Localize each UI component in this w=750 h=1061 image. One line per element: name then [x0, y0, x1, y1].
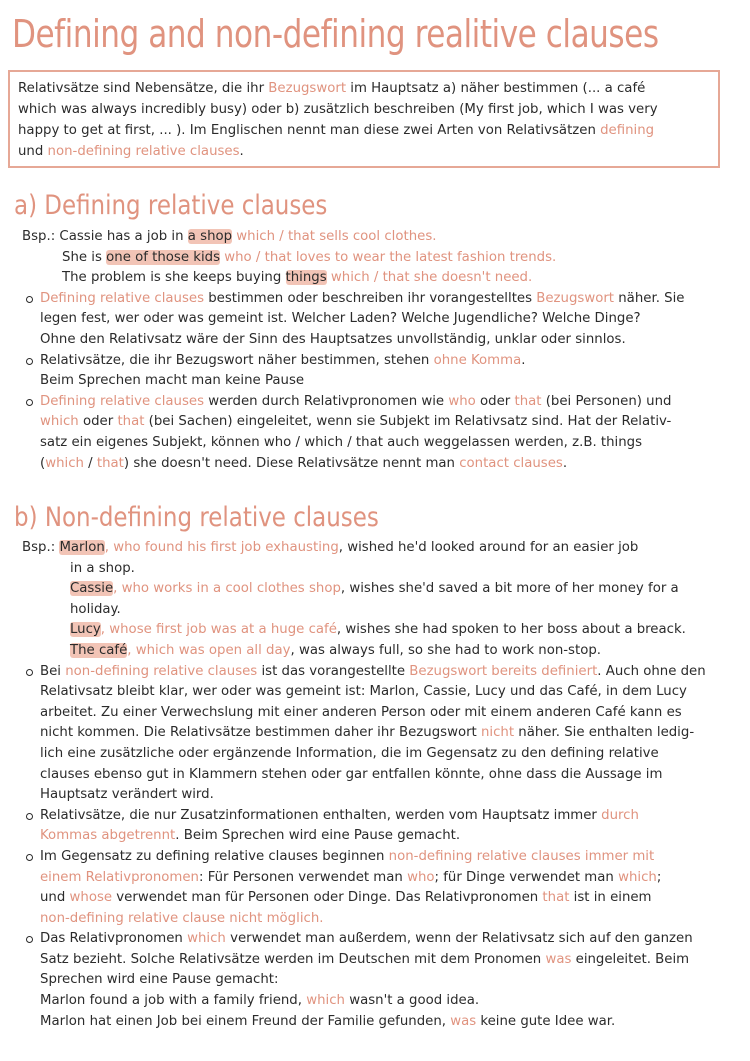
- intro-line: [18, 78, 710, 99]
- highlight-bg: one of those kids: [106, 249, 221, 265]
- intro-line: which was always incredibly busy) oder b) zusätzlich beschreiben (My first job, which I was very: [18, 102, 658, 117]
- bullet-line: [22, 289, 738, 310]
- text: Marlon found a job with a family friend,: [40, 993, 307, 1009]
- text: Relativsätze, die ihr Bezugswort näher bestimmen, stehen: [40, 352, 434, 368]
- bullet-line: [22, 929, 738, 950]
- intro-box: [8, 70, 720, 168]
- bullet-cont: [22, 412, 738, 433]
- highlight-bg: Lucy: [70, 622, 101, 638]
- section-a-body: [22, 227, 738, 474]
- example-line: in a shop.: [70, 560, 135, 576]
- text: /: [83, 455, 97, 471]
- highlight-bg: The café: [70, 642, 128, 658]
- highlight-bg: Marlon: [59, 540, 105, 555]
- highlight: non-defining relative clauses: [65, 663, 258, 679]
- intro-line: [18, 141, 710, 162]
- bullet-cont: [22, 454, 738, 475]
- text: . Beim Sprechen wird eine Pause gemacht.: [175, 828, 461, 844]
- example-line: [22, 248, 738, 269]
- example-line: [22, 538, 738, 559]
- bullet-cont: satz ein eigenes Subjekt, können who / which / that auch weggelassen werden, z.B. things: [40, 434, 643, 450]
- highlight: which: [306, 993, 345, 1009]
- text: nicht kommen. Die Relativsätze bestimmen daher ihr Bezugswort: [40, 725, 481, 741]
- text: ist das vorangestellte: [257, 663, 410, 679]
- bullet-cont: [22, 868, 738, 889]
- text: (: [40, 455, 46, 471]
- text: näher. Sie: [614, 290, 685, 306]
- highlight: which: [618, 869, 657, 885]
- highlight: which / that sells cool clothes.: [232, 229, 437, 244]
- text: ; für Dinge verwendet man: [434, 869, 619, 885]
- text: Relativsätze, die nur Zusatzinformationen enthalten, werden vom Hauptsatz immer: [40, 807, 602, 823]
- text: bestimmen oder beschreiben ihr vorangestelltes: [204, 290, 537, 306]
- highlight: , who works in a cool clothes shop: [113, 581, 341, 597]
- bullet-cont: [22, 950, 738, 971]
- highlight-bg: Cassie: [70, 581, 114, 597]
- text: und: [40, 890, 70, 906]
- text: Satz bezieht. Solche Relativsätze werden im Deutschen mit dem Pronomen: [40, 951, 546, 967]
- highlight: Defining relative clauses: [40, 290, 205, 306]
- text: .: [239, 144, 244, 159]
- intro-line: [18, 120, 710, 141]
- text: Bei: [40, 663, 66, 679]
- text: She is: [62, 249, 107, 265]
- text: , was always full, so she had to work non-stop.: [290, 642, 601, 658]
- highlight: , who found his first job exhausting: [104, 540, 339, 555]
- text: oder: [475, 393, 515, 409]
- example-line: [22, 268, 738, 289]
- bullet-line: [22, 847, 738, 868]
- example-line: [22, 579, 738, 600]
- text: werden durch Relativpronomen wie: [204, 393, 449, 409]
- highlight-bg: a shop: [187, 229, 233, 244]
- text: .: [562, 455, 568, 471]
- bullet-cont: Beim Sprechen macht man keine Pause: [40, 373, 305, 389]
- bullet-cont: Hauptsatz verändert wird.: [40, 787, 214, 803]
- highlight: durch: [601, 807, 639, 823]
- highlight: who: [407, 869, 435, 885]
- text: happy to get at first, ... ). Im Englischen nennt man diese zwei Arten von Relativsätzen: [18, 123, 601, 138]
- section-b-title: b) Non-defining relative clauses: [14, 502, 379, 533]
- text: (bei Sachen) eingeleitet, wenn sie Subjekt im Relativsatz sind. Hat der Relativ-: [144, 414, 672, 430]
- highlight: whose: [69, 890, 113, 906]
- text: Relativsätze sind Nebensätze, die ihr: [18, 81, 269, 96]
- text: ist in einem: [569, 890, 652, 906]
- highlight: which: [40, 414, 79, 430]
- highlight: that: [96, 455, 124, 471]
- highlight: who: [448, 393, 476, 409]
- highlight: Kommas abgetrennt: [40, 828, 176, 844]
- highlight: who / that loves to wear the latest fashion trends.: [220, 249, 557, 265]
- bullet-cont: arbeitet. Zu einer Verwechslung mit einer anderen Person oder mit einem anderen Café kann es: [40, 704, 682, 720]
- bullet-cont: lich eine zusätzliche oder ergänzende Information, die im Gegensatz zu den defining relative: [40, 745, 659, 761]
- bullet-cont: Relativsatz bleibt klar, wer oder was gemeint ist: Marlon, Cassie, Lucy und das Café, in dem Lucy: [40, 684, 687, 700]
- bullet-cont: Ohne den Relativsatz wäre der Sinn des Hauptsatzes unvollständig, unklar oder sinnlos.: [40, 331, 626, 347]
- example-line: holiday.: [70, 601, 121, 617]
- page-title: Defining and non-defining realitive clauses: [12, 12, 659, 56]
- text: im Hauptsatz a) näher bestimmen (... a café: [346, 81, 646, 96]
- bullet-cont: [22, 1012, 738, 1033]
- highlight: that: [117, 414, 145, 430]
- highlight: ohne Komma: [433, 352, 522, 368]
- text: : Für Personen verwendet man: [198, 869, 408, 885]
- text: und: [18, 144, 48, 159]
- text: verwendet man außerdem, wenn der Relativsatz sich auf den ganzen: [225, 931, 693, 947]
- section-a-title: a) Defining relative clauses: [14, 190, 328, 221]
- bullet-line: [22, 806, 738, 827]
- highlight: Bezugswort bereits definiert: [409, 663, 598, 679]
- text: Bsp.: Cassie has a job in: [22, 229, 188, 244]
- bullet-cont: [22, 723, 738, 744]
- text: , wished he'd looked around for an easier job: [338, 540, 639, 555]
- highlight: einem Relativpronomen: [40, 869, 199, 885]
- bullet-line: [22, 351, 738, 372]
- bullet-line: [22, 662, 738, 683]
- highlight: , which was open all day: [127, 642, 291, 658]
- highlight: that: [542, 890, 570, 906]
- bullet-cont: clauses ebenso gut in Klammern stehen oder gar entfallen könnte, ohne dass die Aussage im: [40, 766, 663, 782]
- text: ) she doesn't need. Diese Relativsätze nennt man: [123, 455, 460, 471]
- text: verwendet man für Personen oder Dinge. Das Relativpronomen: [112, 890, 543, 906]
- text: ;: [656, 869, 662, 885]
- highlight: Defining relative clauses: [40, 393, 205, 409]
- text: .: [521, 352, 526, 368]
- section-b-body: [22, 538, 738, 1032]
- bullet-cont: legen fest, wer oder was gemeint ist. Welcher Laden? Welche Jugendliche? Welche Dinge?: [40, 311, 641, 327]
- text: Bsp.:: [22, 540, 60, 555]
- example-line: [22, 620, 738, 641]
- highlight: that: [514, 393, 542, 409]
- highlight: , whose first job was at a huge café: [100, 622, 337, 638]
- bullet-cont: [22, 991, 738, 1012]
- highlight: which / that she doesn't need.: [326, 270, 533, 286]
- highlight: contact clauses: [459, 455, 563, 471]
- highlight: was: [545, 951, 572, 967]
- bullet-cont: [22, 826, 738, 847]
- highlight: which: [45, 455, 84, 471]
- text: , wishes she'd saved a bit more of her money for a: [340, 581, 679, 597]
- highlight: was: [450, 1013, 477, 1029]
- highlight: which: [187, 931, 226, 947]
- text: näher. Sie enthalten ledig-: [514, 725, 695, 741]
- bullet-cont: Sprechen wird eine Pause gemacht:: [40, 972, 279, 988]
- example-line: [22, 641, 738, 662]
- text: eingeleitet. Beim: [571, 951, 690, 967]
- text: . Auch ohne den: [597, 663, 706, 679]
- example-line: [22, 227, 738, 248]
- bullet-cont: non-defining relative clause nicht möglich.: [40, 910, 324, 926]
- highlight: non-defining relative clauses immer mit: [388, 848, 655, 864]
- bullet-line: [22, 392, 738, 413]
- highlight: nicht: [481, 725, 515, 741]
- text: (bei Personen) und: [541, 393, 672, 409]
- text: keine gute Idee war.: [476, 1013, 616, 1029]
- highlight: Bezugswort: [536, 290, 615, 306]
- highlight: non-defining relative clauses: [47, 144, 240, 159]
- text: wasn't a good idea.: [344, 993, 480, 1009]
- highlight-bg: things: [285, 270, 327, 286]
- text: The problem is she keeps buying: [62, 270, 286, 286]
- text: Marlon hat einen Job bei einem Freund der Familie gefunden,: [40, 1013, 451, 1029]
- text: Das Relativpronomen: [40, 931, 188, 947]
- highlight: Bezugswort: [268, 81, 347, 96]
- bullet-cont: [22, 888, 738, 909]
- text: oder: [78, 414, 118, 430]
- highlight: defining: [600, 123, 655, 138]
- text: Im Gegensatz zu defining relative clauses beginnen: [40, 848, 389, 864]
- text: , wishes she had spoken to her boss about a breack.: [336, 622, 686, 638]
